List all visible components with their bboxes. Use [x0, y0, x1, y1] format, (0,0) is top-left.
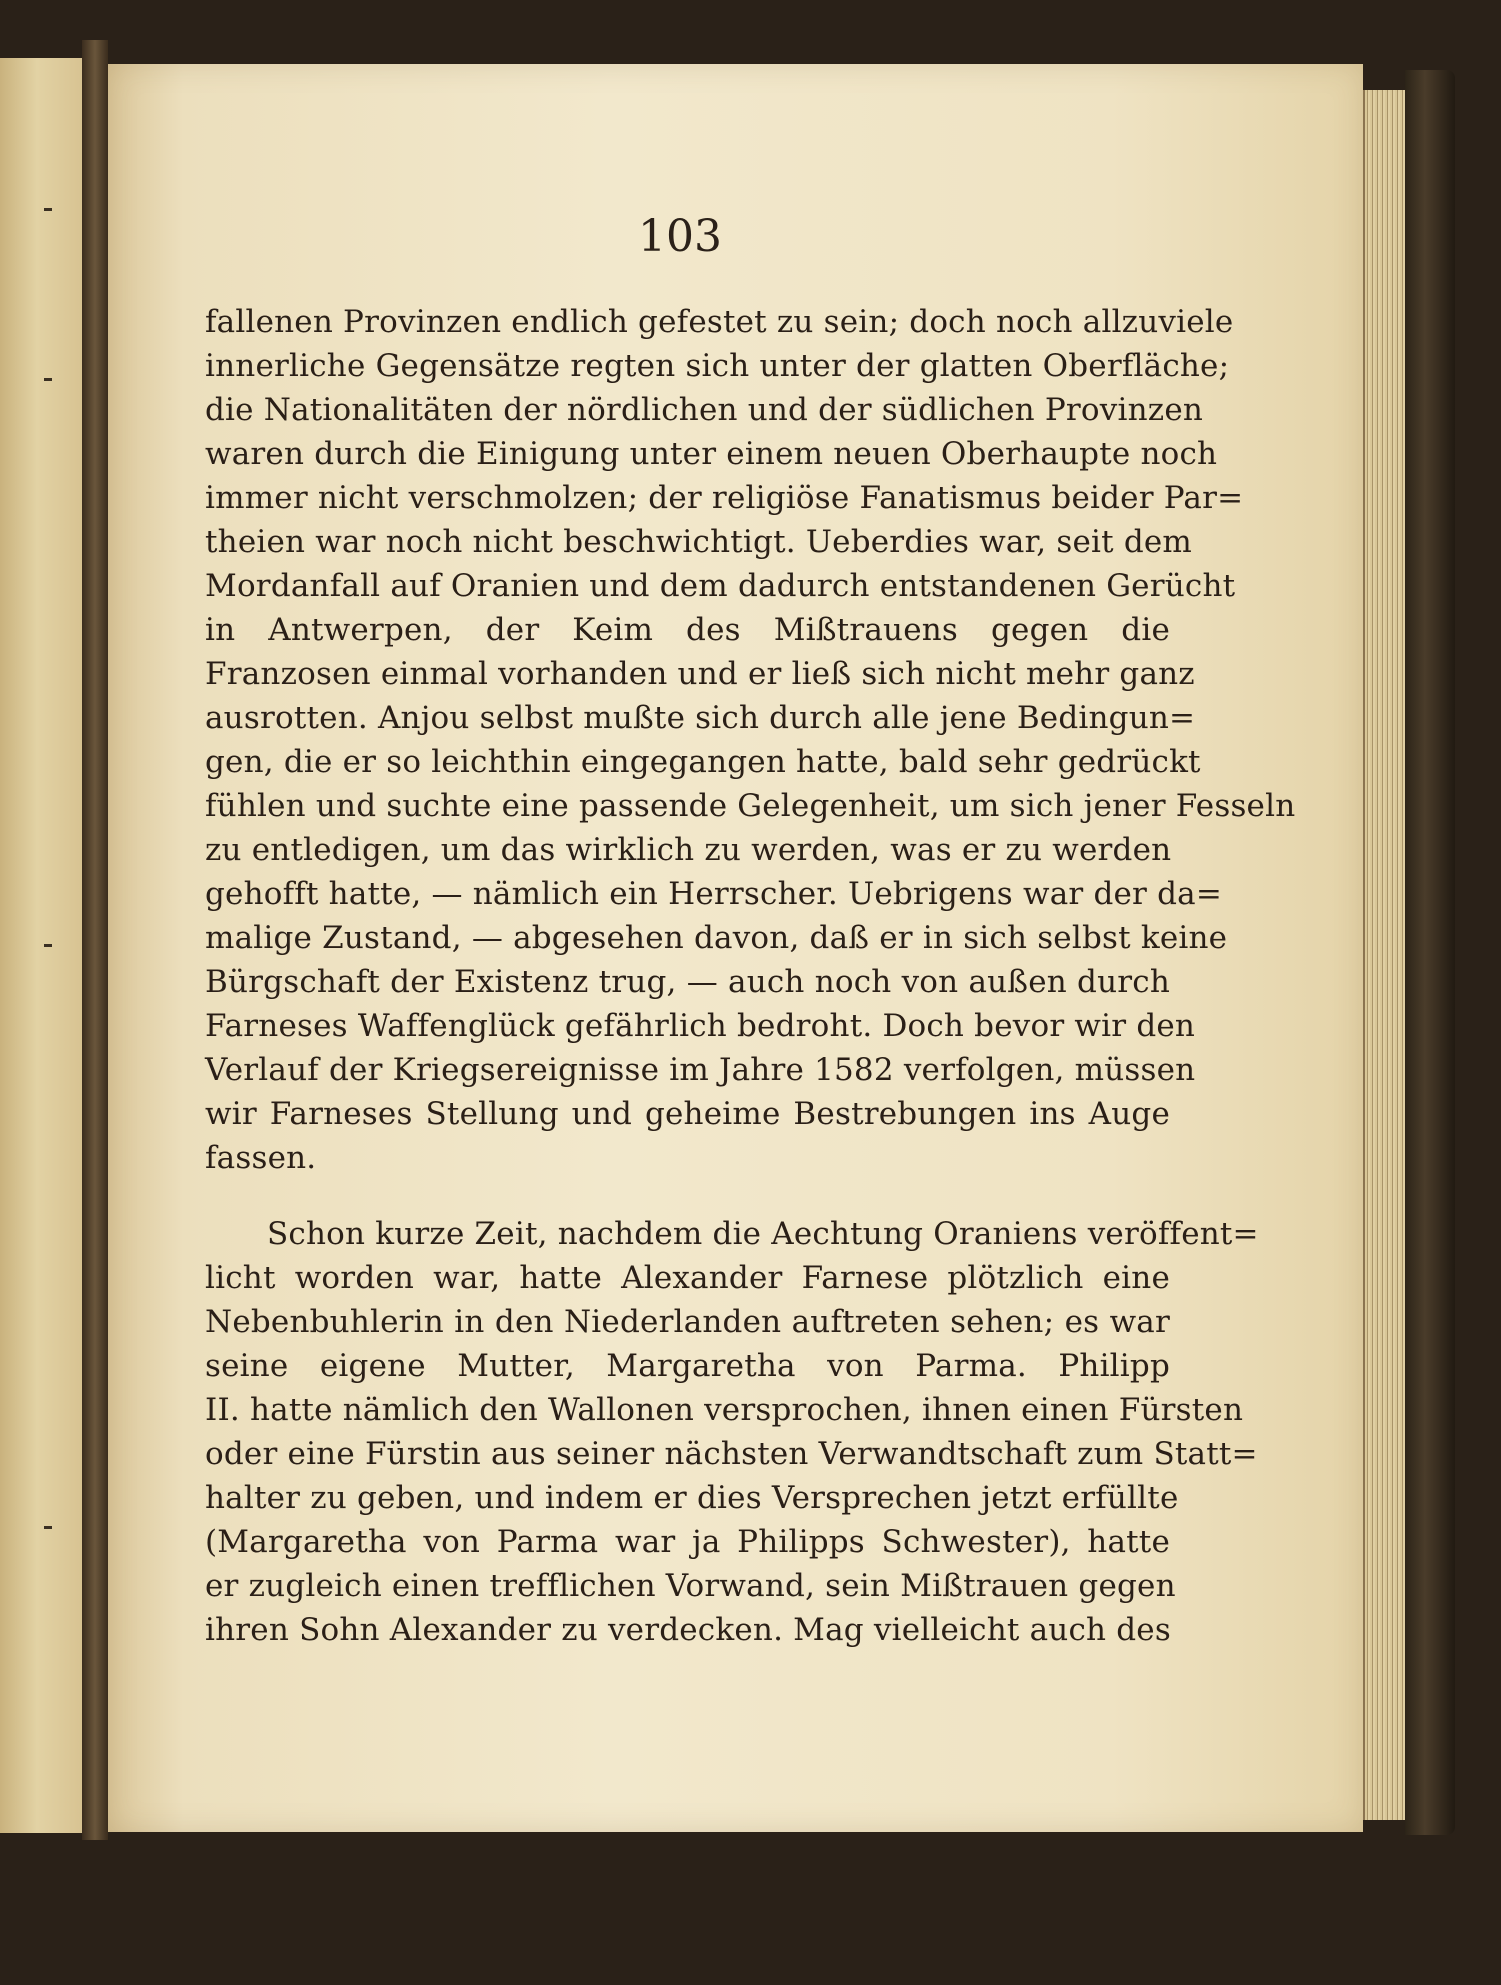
text-line: Nebenbuhlerin in den Niederlanden auftreten sehen; es war [205, 1304, 1170, 1340]
text-line: in Antwerpen, der Keim des Mißtrauens gegen die [205, 612, 1170, 648]
book-cover-edge [1405, 70, 1455, 1835]
book-spine-shadow [82, 40, 108, 1840]
text-line: Franzosen einmal vorhanden und er ließ sich nicht mehr ganz [205, 656, 1195, 692]
text-line: die Nationalitäten der nördlichen und der südlichen Provinzen [205, 392, 1204, 428]
text-line: malige Zustand, — abgesehen davon, daß er in sich selbst keine [205, 920, 1228, 956]
text-line: (Margaretha von Parma war ja Philipps Schwester), hatte [205, 1524, 1170, 1560]
text-line: fassen. [205, 1140, 317, 1176]
text-line: ihren Sohn Alexander zu verdecken. Mag vielleicht auch des [205, 1612, 1171, 1648]
text-line: ausrotten. Anjou selbst mußte sich durch alle jene Bedingun= [205, 700, 1196, 736]
margin-mark [44, 1526, 52, 1529]
text-line: Schon kurze Zeit, nachdem die Aechtung Oraniens veröffent= [267, 1216, 1259, 1252]
text-line: gen, die er so leichthin eingegangen hatte, bald sehr gedrückt [205, 744, 1201, 780]
text-line: gehofft hatte, — nämlich ein Herrscher. Uebrigens war der da= [205, 876, 1223, 912]
text-line: II. hatte nämlich den Wallonen versprochen, ihnen einen Fürsten [205, 1392, 1244, 1428]
text-line: licht worden war, hatte Alexander Farnese plötzlich eine [205, 1260, 1170, 1296]
text-line: Farneses Waffenglück gefährlich bedroht. Doch bevor wir den [205, 1008, 1196, 1044]
text-line: fühlen und suchte eine passende Gelegenheit, um sich jener Fesseln [205, 788, 1296, 824]
text-line: immer nicht verschmolzen; der religiöse Fanatismus beider Par= [205, 480, 1244, 516]
text-line: halter zu geben, und indem er dies Versprechen jetzt erfüllte [205, 1480, 1179, 1516]
page-fore-edge [1363, 90, 1407, 1820]
text-line: Mordanfall auf Oranien und dem dadurch entstandenen Gerücht [205, 568, 1236, 604]
text-line: theien war noch nicht beschwichtigt. Ueberdies war, seit dem [205, 524, 1193, 560]
text-line: zu entledigen, um das wirklich zu werden, was er zu werden [205, 832, 1172, 868]
margin-mark [44, 944, 52, 947]
text-line: Verlauf der Kriegsereignisse im Jahre 1582 verfolgen, müssen [205, 1052, 1196, 1088]
text-line: Bürgschaft der Existenz trug, — auch noch von außen durch [205, 964, 1170, 1000]
text-line: fallenen Provinzen endlich gefestet zu sein; doch noch allzuviele [205, 304, 1234, 340]
text-line: innerliche Gegensätze regten sich unter der glatten Oberfläche; [205, 348, 1230, 384]
text-line: waren durch die Einigung unter einem neuen Oberhaupte noch [205, 436, 1218, 472]
text-line: seine eigene Mutter, Margaretha von Parma. Philipp [205, 1348, 1170, 1384]
previous-page-edge [0, 58, 84, 1833]
margin-mark [44, 378, 52, 381]
text-line: wir Farneses Stellung und geheime Bestrebungen ins Auge [205, 1096, 1170, 1132]
page-number: 103 [638, 211, 722, 262]
text-line: er zugleich einen trefflichen Vorwand, sein Mißtrauen gegen [205, 1568, 1176, 1604]
margin-mark [44, 208, 52, 211]
text-line: oder eine Fürstin aus seiner nächsten Verwandtschaft zum Statt= [205, 1436, 1258, 1472]
